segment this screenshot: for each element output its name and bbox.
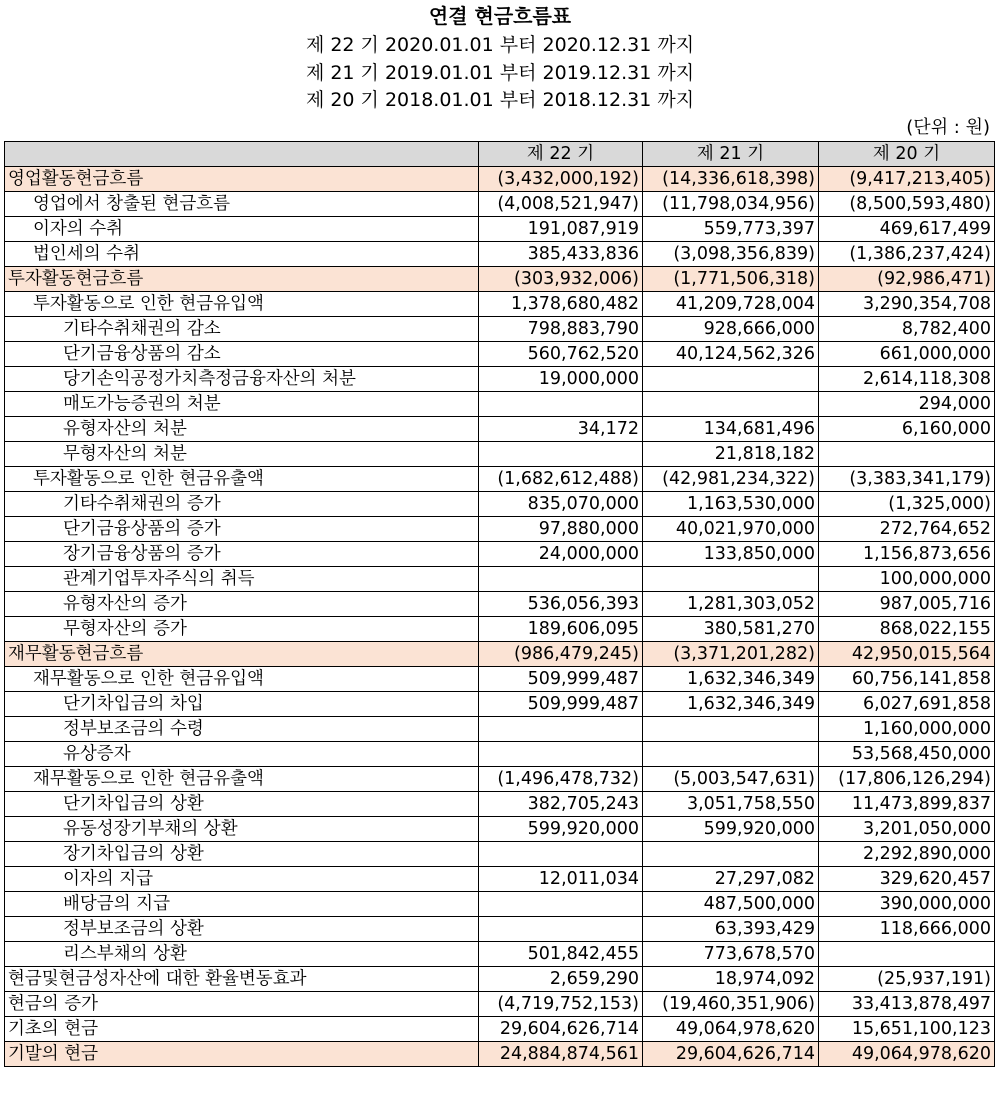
amount-period-22: 191,087,919 — [479, 217, 643, 242]
amount-period-22: 2,659,290 — [479, 967, 643, 992]
amount-period-21: 21,818,182 — [643, 442, 819, 467]
table-row — [5, 692, 995, 717]
table-row — [5, 517, 995, 542]
row-label: 단기금융상품의 감소 — [5, 342, 479, 367]
row-label: 현금및현금성자산에 대한 환율변동효과 — [5, 967, 479, 992]
table-row — [5, 467, 995, 492]
amount-period-22: 189,606,095 — [479, 617, 643, 642]
amount-period-22: (4,719,752,153) — [479, 992, 643, 1017]
amount-period-21 — [643, 742, 819, 767]
amount-period-21: 63,393,429 — [643, 917, 819, 942]
table-row — [5, 492, 995, 517]
amount-period-22: 536,056,393 — [479, 592, 643, 617]
amount-period-21: 133,850,000 — [643, 542, 819, 567]
amount-period-20: 2,614,118,308 — [819, 367, 995, 392]
amount-period-20: 6,027,691,858 — [819, 692, 995, 717]
header-account — [5, 142, 479, 167]
amount-period-21 — [643, 567, 819, 592]
amount-period-20 — [819, 442, 995, 467]
row-label: 기타수취채권의 증가 — [5, 492, 479, 517]
row-label: 배당금의 지급 — [5, 892, 479, 917]
amount-period-22: 24,884,874,561 — [479, 1042, 643, 1067]
table-row — [5, 817, 995, 842]
amount-period-22 — [479, 917, 643, 942]
row-label: 장기금융상품의 증가 — [5, 542, 479, 567]
amount-period-20: 469,617,499 — [819, 217, 995, 242]
amount-period-20: (9,417,213,405) — [819, 167, 995, 192]
amount-period-20: 3,201,050,000 — [819, 817, 995, 842]
amount-period-20: 42,950,015,564 — [819, 642, 995, 667]
amount-period-22 — [479, 717, 643, 742]
table-row — [5, 992, 995, 1017]
amount-period-22: 560,762,520 — [479, 342, 643, 367]
table-row — [5, 392, 995, 417]
amount-period-21: (19,460,351,906) — [643, 992, 819, 1017]
row-label: 정부보조금의 상환 — [5, 917, 479, 942]
amount-period-22: 501,842,455 — [479, 942, 643, 967]
amount-period-22 — [479, 742, 643, 767]
amount-period-21: 49,064,978,620 — [643, 1017, 819, 1042]
row-label: 관계기업투자주식의 취득 — [5, 567, 479, 592]
table-row — [5, 942, 995, 967]
amount-period-20: 60,756,141,858 — [819, 667, 995, 692]
row-label: 영업에서 창출된 현금흐름 — [5, 192, 479, 217]
row-label: 투자활동현금흐름 — [5, 267, 479, 292]
amount-period-22: 798,883,790 — [479, 317, 643, 342]
amount-period-22: (1,682,612,488) — [479, 467, 643, 492]
amount-period-21: (5,003,547,631) — [643, 767, 819, 792]
amount-period-21 — [643, 717, 819, 742]
table-row — [5, 967, 995, 992]
amount-period-21: 380,581,270 — [643, 617, 819, 642]
amount-period-22: 97,880,000 — [479, 517, 643, 542]
table-row — [5, 417, 995, 442]
amount-period-21: 1,632,346,349 — [643, 667, 819, 692]
table-row — [5, 592, 995, 617]
period-line-22: 제 22 기 2020.01.01 부터 2020.12.31 까지 — [305, 34, 695, 56]
amount-period-22: (4,008,521,947) — [479, 192, 643, 217]
table-row — [5, 892, 995, 917]
header-period-20: 제 20 기 — [819, 142, 995, 167]
table-row — [5, 292, 995, 317]
row-label: 이자의 수취 — [5, 217, 479, 242]
amount-period-22: 1,378,680,482 — [479, 292, 643, 317]
row-label: 당기손익공정가치측정금융자산의 처분 — [5, 367, 479, 392]
unit-label: (단위 : 원) — [906, 117, 990, 138]
table-row — [5, 217, 995, 242]
amount-period-21: 18,974,092 — [643, 967, 819, 992]
period-line-21: 제 21 기 2019.01.01 부터 2019.12.31 까지 — [305, 62, 695, 84]
row-label: 재무활동으로 인한 현금유입액 — [5, 667, 479, 692]
row-label: 유형자산의 증가 — [5, 592, 479, 617]
amount-period-20: 329,620,457 — [819, 867, 995, 892]
header-period-22: 제 22 기 — [479, 142, 643, 167]
row-label: 이자의 지급 — [5, 867, 479, 892]
amount-period-22: 29,604,626,714 — [479, 1017, 643, 1042]
table-row — [5, 317, 995, 342]
amount-period-20: 868,022,155 — [819, 617, 995, 642]
table-row — [5, 717, 995, 742]
amount-period-20: 8,782,400 — [819, 317, 995, 342]
table-row — [5, 867, 995, 892]
amount-period-22 — [479, 567, 643, 592]
table-row — [5, 242, 995, 267]
amount-period-22: 599,920,000 — [479, 817, 643, 842]
row-label: 현금의 증가 — [5, 992, 479, 1017]
amount-period-21: (3,371,201,282) — [643, 642, 819, 667]
amount-period-20: 2,292,890,000 — [819, 842, 995, 867]
amount-period-20: 390,000,000 — [819, 892, 995, 917]
amount-period-20: 118,666,000 — [819, 917, 995, 942]
amount-period-20: 661,000,000 — [819, 342, 995, 367]
amount-period-21: 773,678,570 — [643, 942, 819, 967]
amount-period-21: 928,666,000 — [643, 317, 819, 342]
table-row — [5, 342, 995, 367]
amount-period-20: 100,000,000 — [819, 567, 995, 592]
period-line-20: 제 20 기 2018.01.01 부터 2018.12.31 까지 — [305, 89, 695, 111]
amount-period-22 — [479, 392, 643, 417]
table-row — [5, 742, 995, 767]
statement-title: 연결 현금흐름표 — [428, 4, 572, 28]
amount-period-21: (42,981,234,322) — [643, 467, 819, 492]
amount-period-20: 987,005,716 — [819, 592, 995, 617]
table-row — [5, 842, 995, 867]
amount-period-22: 385,433,836 — [479, 242, 643, 267]
amount-period-20: (3,383,341,179) — [819, 467, 995, 492]
amount-period-20: 49,064,978,620 — [819, 1042, 995, 1067]
amount-period-21 — [643, 842, 819, 867]
table-row — [5, 767, 995, 792]
table-row — [5, 167, 995, 192]
row-label: 재무활동으로 인한 현금유출액 — [5, 767, 479, 792]
table-row — [5, 617, 995, 642]
amount-period-21: (11,798,034,956) — [643, 192, 819, 217]
amount-period-22: 835,070,000 — [479, 492, 643, 517]
row-label: 매도가능증권의 처분 — [5, 392, 479, 417]
table-row — [5, 1042, 995, 1067]
table-row — [5, 1017, 995, 1042]
amount-period-20: 272,764,652 — [819, 517, 995, 542]
row-label: 유형자산의 처분 — [5, 417, 479, 442]
amount-period-20: (17,806,126,294) — [819, 767, 995, 792]
amount-period-21: 487,500,000 — [643, 892, 819, 917]
amount-period-22: 34,172 — [479, 417, 643, 442]
amount-period-21: 559,773,397 — [643, 217, 819, 242]
amount-period-20: 294,000 — [819, 392, 995, 417]
amount-period-22: (303,932,006) — [479, 267, 643, 292]
amount-period-21: 599,920,000 — [643, 817, 819, 842]
table-row — [5, 792, 995, 817]
table-row — [5, 367, 995, 392]
cash-flow-table — [4, 141, 995, 1067]
row-label: 리스부채의 상환 — [5, 942, 479, 967]
amount-period-21: 27,297,082 — [643, 867, 819, 892]
amount-period-20: (25,937,191) — [819, 967, 995, 992]
amount-period-21: 1,632,346,349 — [643, 692, 819, 717]
amount-period-21: 40,021,970,000 — [643, 517, 819, 542]
amount-period-22 — [479, 442, 643, 467]
amount-period-20: 6,160,000 — [819, 417, 995, 442]
table-row — [5, 442, 995, 467]
row-label: 투자활동으로 인한 현금유출액 — [5, 467, 479, 492]
amount-period-20: (8,500,593,480) — [819, 192, 995, 217]
amount-period-22: (1,496,478,732) — [479, 767, 643, 792]
amount-period-22: 509,999,487 — [479, 692, 643, 717]
amount-period-21: (14,336,618,398) — [643, 167, 819, 192]
amount-period-20: (1,325,000) — [819, 492, 995, 517]
amount-period-22: 509,999,487 — [479, 667, 643, 692]
row-label: 기말의 현금 — [5, 1042, 479, 1067]
row-label: 유상증자 — [5, 742, 479, 767]
amount-period-21: 134,681,496 — [643, 417, 819, 442]
header-row — [5, 142, 995, 167]
header-period-21: 제 21 기 — [643, 142, 819, 167]
amount-period-21: 1,281,303,052 — [643, 592, 819, 617]
table-row — [5, 917, 995, 942]
row-label: 단기금융상품의 증가 — [5, 517, 479, 542]
table-row — [5, 192, 995, 217]
amount-period-21: 41,209,728,004 — [643, 292, 819, 317]
amount-period-21: (1,771,506,318) — [643, 267, 819, 292]
row-label: 기초의 현금 — [5, 1017, 479, 1042]
row-label: 단기차입금의 차입 — [5, 692, 479, 717]
amount-period-21 — [643, 367, 819, 392]
amount-period-21: 40,124,562,326 — [643, 342, 819, 367]
amount-period-22: (3,432,000,192) — [479, 167, 643, 192]
amount-period-20: 11,473,899,837 — [819, 792, 995, 817]
row-label: 무형자산의 처분 — [5, 442, 479, 467]
row-label: 기타수취채권의 감소 — [5, 317, 479, 342]
row-label: 법인세의 수취 — [5, 242, 479, 267]
amount-period-20: 1,160,000,000 — [819, 717, 995, 742]
row-label: 재무활동현금흐름 — [5, 642, 479, 667]
table-row — [5, 567, 995, 592]
amount-period-21: 1,163,530,000 — [643, 492, 819, 517]
amount-period-20: 1,156,873,656 — [819, 542, 995, 567]
amount-period-20 — [819, 942, 995, 967]
amount-period-22: 382,705,243 — [479, 792, 643, 817]
table-row — [5, 642, 995, 667]
amount-period-22 — [479, 842, 643, 867]
row-label: 장기차입금의 상환 — [5, 842, 479, 867]
amount-period-20: 33,413,878,497 — [819, 992, 995, 1017]
amount-period-22: 12,011,034 — [479, 867, 643, 892]
amount-period-20: 3,290,354,708 — [819, 292, 995, 317]
row-label: 영업활동현금흐름 — [5, 167, 479, 192]
row-label: 무형자산의 증가 — [5, 617, 479, 642]
table-row — [5, 667, 995, 692]
row-label: 투자활동으로 인한 현금유입액 — [5, 292, 479, 317]
row-label: 유동성장기부채의 상환 — [5, 817, 479, 842]
amount-period-20: (92,986,471) — [819, 267, 995, 292]
amount-period-22: 19,000,000 — [479, 367, 643, 392]
amount-period-20: 53,568,450,000 — [819, 742, 995, 767]
amount-period-20: 15,651,100,123 — [819, 1017, 995, 1042]
amount-period-21: 29,604,626,714 — [643, 1042, 819, 1067]
amount-period-21 — [643, 392, 819, 417]
row-label: 단기차입금의 상환 — [5, 792, 479, 817]
amount-period-21: (3,098,356,839) — [643, 242, 819, 267]
amount-period-22: (986,479,245) — [479, 642, 643, 667]
table-row — [5, 267, 995, 292]
amount-period-22: 24,000,000 — [479, 542, 643, 567]
table-row — [5, 542, 995, 567]
amount-period-22 — [479, 892, 643, 917]
amount-period-20: (1,386,237,424) — [819, 242, 995, 267]
row-label: 정부보조금의 수령 — [5, 717, 479, 742]
amount-period-21: 3,051,758,550 — [643, 792, 819, 817]
